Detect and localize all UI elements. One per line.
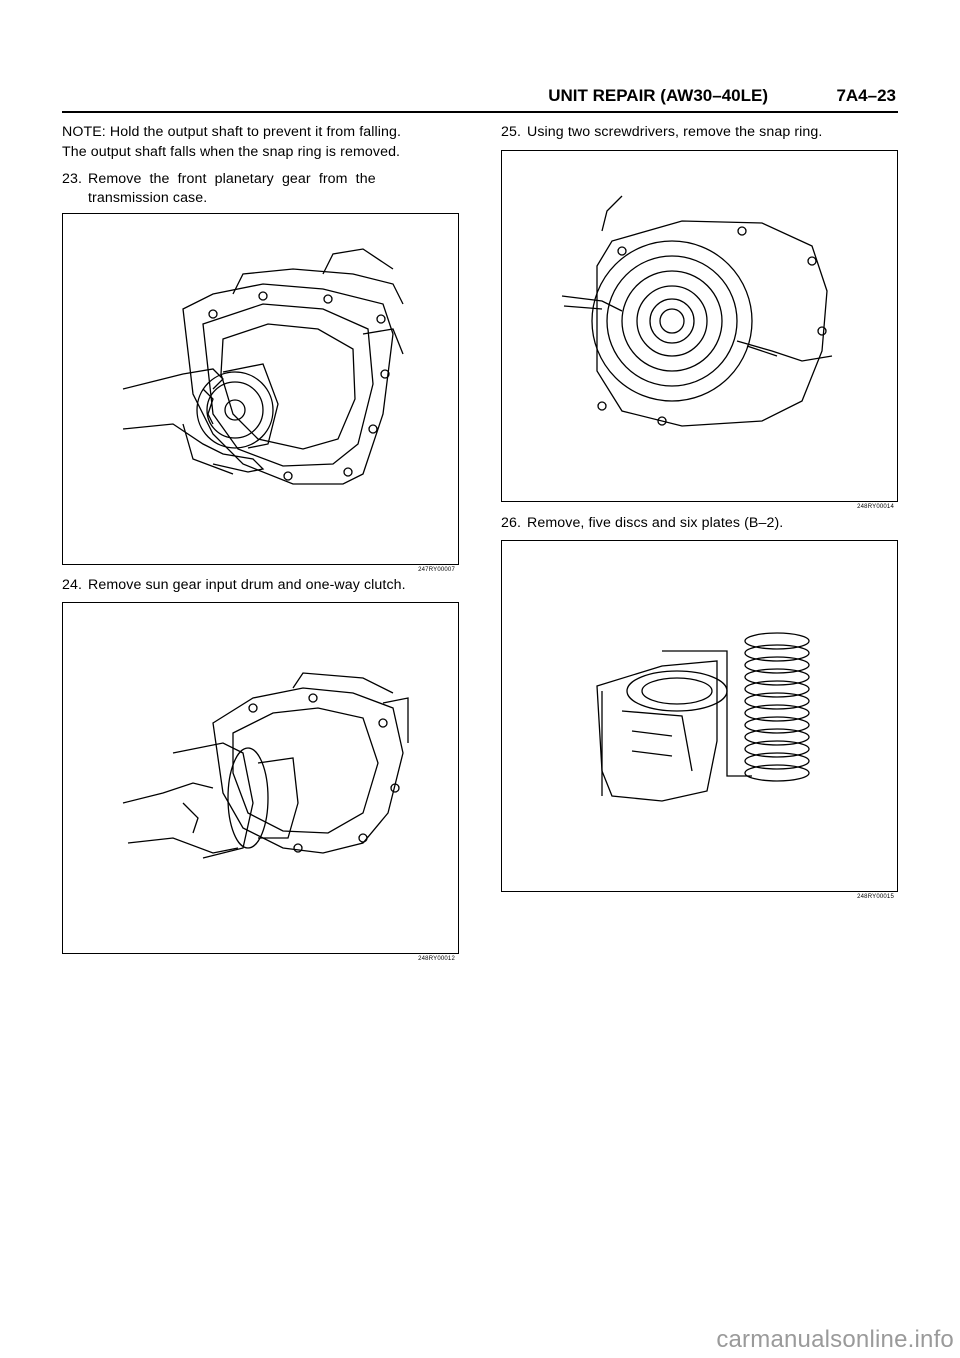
step-text-line-2: transmission case. <box>88 190 208 206</box>
figure-front-planetary-gear <box>62 213 459 573</box>
step-number: 25. <box>501 124 522 140</box>
page-code: 7A4–23 <box>836 86 896 105</box>
step-26 <box>501 514 901 534</box>
step-25 <box>501 123 901 143</box>
figure-discs-plates <box>501 540 898 900</box>
figure-code: 248RY00014 <box>857 504 894 510</box>
header-rule <box>62 111 898 113</box>
figure-sun-gear-drum <box>62 602 459 962</box>
step-text: Remove, five discs and six plates (B–2). <box>527 515 784 531</box>
step-text: Remove sun gear input drum and one-way clutch. <box>88 577 406 593</box>
step-number: 26. <box>501 515 522 531</box>
step-text: Using two screwdrivers, remove the snap ring. <box>527 124 823 140</box>
illustration-snap-ring-removal <box>502 151 899 503</box>
note-line-1: NOTE: Hold the output shaft to prevent it from falling. <box>62 124 402 140</box>
page-title: UNIT REPAIR (AW30–40LE) <box>548 86 768 105</box>
step-number: 24. <box>62 577 83 593</box>
page-header <box>62 86 898 112</box>
step-23 <box>62 170 462 210</box>
figure-code: 247RY00007 <box>418 567 455 573</box>
step-number: 23. <box>62 171 83 187</box>
step-24 <box>62 576 462 596</box>
illustration-planetary-gear-removal <box>63 214 460 566</box>
step-text-line-1: Remove the front planetary gear from the <box>88 171 376 187</box>
figure-code: 248RY00012 <box>418 956 455 962</box>
figure-snap-ring <box>501 150 898 510</box>
watermark: carmanualsonline.info <box>716 1326 954 1353</box>
note-line-2: The output shaft falls when the snap ring is removed. <box>62 144 401 160</box>
illustration-discs-and-plates <box>502 541 899 893</box>
figure-code: 248RY00015 <box>857 894 894 900</box>
illustration-sun-gear-removal <box>63 603 460 955</box>
